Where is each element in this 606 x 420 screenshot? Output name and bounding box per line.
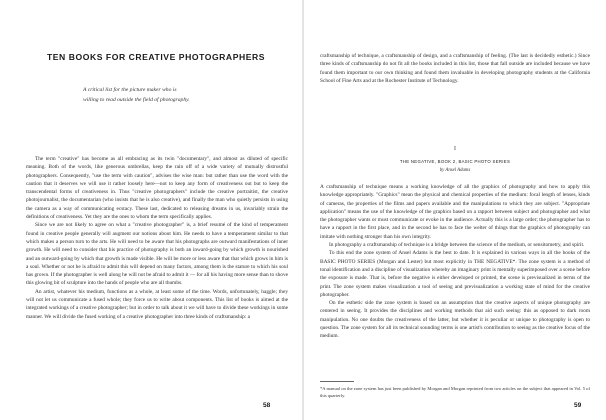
paragraph: To this end the zone system of Ansel Adams is the best to date. It is explained in various ways in all the books of the BASIC PHOTO SERIES (Morgan and Lester) but most explicitly in THE NEGATIVE*. The zone system is a method of tonal identification and a discipline of visualization whereby an imaginary print is mentally superimposed over a scene before the exposure is made. That is, before the negative is either developed or printed, the scene is previsualized in terms of the print. The zone system makes visualization a tool of seeing and previsualization a working state of mind for the creative photographer. bbox=[320, 250, 590, 298]
page-number-right: 59 bbox=[574, 402, 582, 409]
footnote-rule bbox=[320, 381, 354, 382]
left-body-text bbox=[26, 155, 288, 321]
section-author: by Ansel Adams bbox=[439, 168, 471, 173]
footnote: *A manual on the zone system has just been published by Morgan and Morgan reprinted from two articles on the subject that appeared in Vol. 5 of this quarterly. bbox=[320, 386, 590, 398]
right-page bbox=[306, 0, 606, 420]
paragraph: Since we are not likely to agree on what a "creative photographer" is, a brief resumé of the kind of temperament found in creative people generally will augment our notions about him. He needs to have a temperament similar to that which makes a person turn to the arts. He will need to be aware that his photographs are outward manifestations of inner growth. He will need to consider that his practice of photography is both an inward-going by which growth is nourished and an outward-going by which that growth is made visible. He will be more or less aware that that which grows in him is a soul. Whether or not he is afraid to admit this will depend on many factors, among them is the stature to which his soul has grown. If the photographer is well along he will not be afraid to admit it — for all his having more sense than to shove this glowing bit of sculpture into the hands of people who are all thumbs. bbox=[26, 222, 288, 287]
section-number: I bbox=[454, 146, 456, 152]
article-subtitle bbox=[83, 85, 273, 105]
page-number-left: 58 bbox=[263, 402, 271, 409]
paragraph: On the esthetic side the zone system is based on an assumption that the creative aspects of unique photography are centered in seeing. It provides the disciplines and working methods that aid such seeing: this as opposed to dark room manipulation. No one doubts the creativeness of the latter, but whether it is peculiar or unique to photography is open to question. The zone system for all its technical sounding terms is one artist's contribution to seeing as the creative focus of the medium. bbox=[320, 300, 590, 340]
paragraph: A craftsmanship of technique means a working knowledge of all the graphics of photography and how to apply this knowledge appropriately. "Graphics" mean the physical and chemical properties of the medium: focal length of lenses, kinds of cameras, the properties of the films and papers available and the manipulations to which they are subject. "Appropriate application" means the use of the knowledge of the graphics based on a rapport between subject and photographer and what the photographer wants or must communicate or evoke in the audience. Actually this is a large order; the photographer has to have a rapport in the first place, and in the second he has to face the welter of things that the graphics of photography can imitate with nothing stronger than his own integrity. bbox=[320, 184, 590, 240]
intro-text bbox=[320, 52, 590, 85]
paragraph: An artist, whatever his medium, functions as a whole, at least some of the time. Words, unfortunately, haggle; they will not let us communicate a fused whole; they force us to write about components. This list of books is aimed at the integrated workings of a creative photographer; but in order to talk about it we will have to divide these workings in some manner. We will divide the fused working of a creative photographer into three kinds of craftsmanship: a bbox=[26, 288, 288, 320]
paragraph: craftsmanship of technique, a craftsmanship of design, and a craftsmanship of feeling. (The last is decidedly esthetic.) Since three kinds of craftsmanship do not fit all the books included in this list, those that fall outside are included because we have found them important to our own thinking and found them invaluable in developing photography students at the California School of Fine Arts and at the Rochester Institute of Technology. bbox=[320, 53, 590, 84]
section-title: THE NEGATIVE, BOOK 2, BASIC PHOTO SERIES bbox=[399, 159, 511, 164]
paragraph: In photography a craftsmanship of technique is a bridge between the science of the medium, or sensitometry, and spirit. bbox=[329, 242, 585, 249]
paragraph: The term "creative" has become as all embracing as its twin "documentary", and almost as diluted of specific meaning. Both of the words, like generous umbrellas, keep the rain off of a wide variety of mutually distrustful photographers. Consequently, "use the term with caution", advises the wise man: but rather than use the word with the caution that it deserves we will use it rather loosely here—not to keep any form of creativeness out but to keep the transcendental forms of creativeness in. Thus "creative photographers" include the creative portraitist, the creative photojournalist, the documentarian (who insists that he is also creative), and finally the man who quietly persists in using the camera as a way of communicating ecstacy. These last, dedicated to releasing dreams in us, invariably strain the definitions of creativeness. Yet they are the ones to whom the term specifically applies. bbox=[26, 156, 288, 221]
subtitle-line: willing to read outside the field of photography. bbox=[83, 97, 190, 103]
article-title: TEN BOOKS FOR CREATIVE PHOTOGRAPHERS bbox=[46, 52, 266, 62]
right-body-text bbox=[320, 183, 590, 341]
subtitle-line: A critical list for the picture maker who is bbox=[83, 87, 177, 93]
page-gutter bbox=[302, 0, 304, 420]
